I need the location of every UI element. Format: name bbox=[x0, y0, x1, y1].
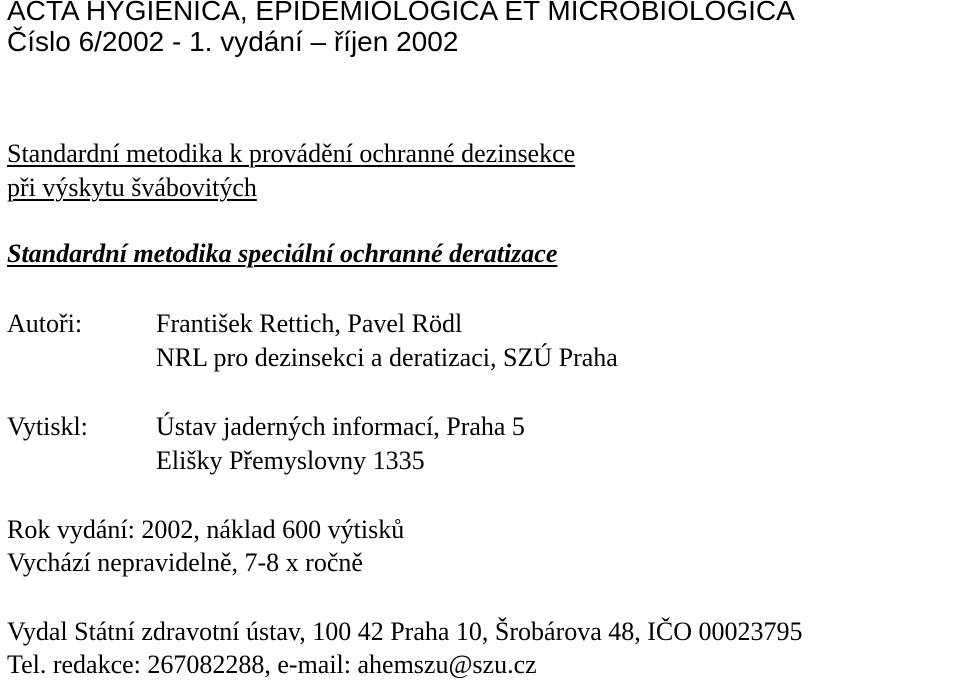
publication-year-run: Rok vydání: 2002, náklad 600 výtisků bbox=[7, 515, 405, 544]
second-title: Standardní metodika speciální ochranné deratizace bbox=[7, 239, 558, 268]
main-title-line1: Standardní metodika k provádění ochranné dezinsekce bbox=[7, 139, 576, 168]
printer-name: Ústav jaderných informací, Praha 5 bbox=[156, 412, 525, 441]
journal-title: ACTA HYGIENICA, EPIDEMIOLOGICA ET MICROBIOLOGICA bbox=[7, 0, 795, 26]
authors-affiliation: NRL pro dezinsekci a deratizaci, SZÚ Praha bbox=[156, 343, 618, 372]
publisher-line1: Vydal Státní zdravotní ústav, 100 42 Praha 10, Šrobárova 48, IČO 00023795 bbox=[7, 617, 803, 646]
printer-label: Vytiskl: bbox=[7, 412, 88, 441]
publication-frequency: Vychází nepravidelně, 7-8 x ročně bbox=[7, 548, 363, 577]
main-title-line2: při výskytu švábovitých bbox=[7, 173, 257, 202]
issue-line: Číslo 6/2002 - 1. vydání – říjen 2002 bbox=[7, 26, 459, 57]
publisher-line2: Tel. redakce: 267082288, e-mail: ahemszu@szu.cz bbox=[7, 650, 537, 679]
authors-names: František Rettich, Pavel Rödl bbox=[156, 309, 463, 338]
authors-label: Autoři: bbox=[7, 309, 83, 338]
printer-address: Elišky Přemyslovny 1335 bbox=[156, 446, 425, 475]
